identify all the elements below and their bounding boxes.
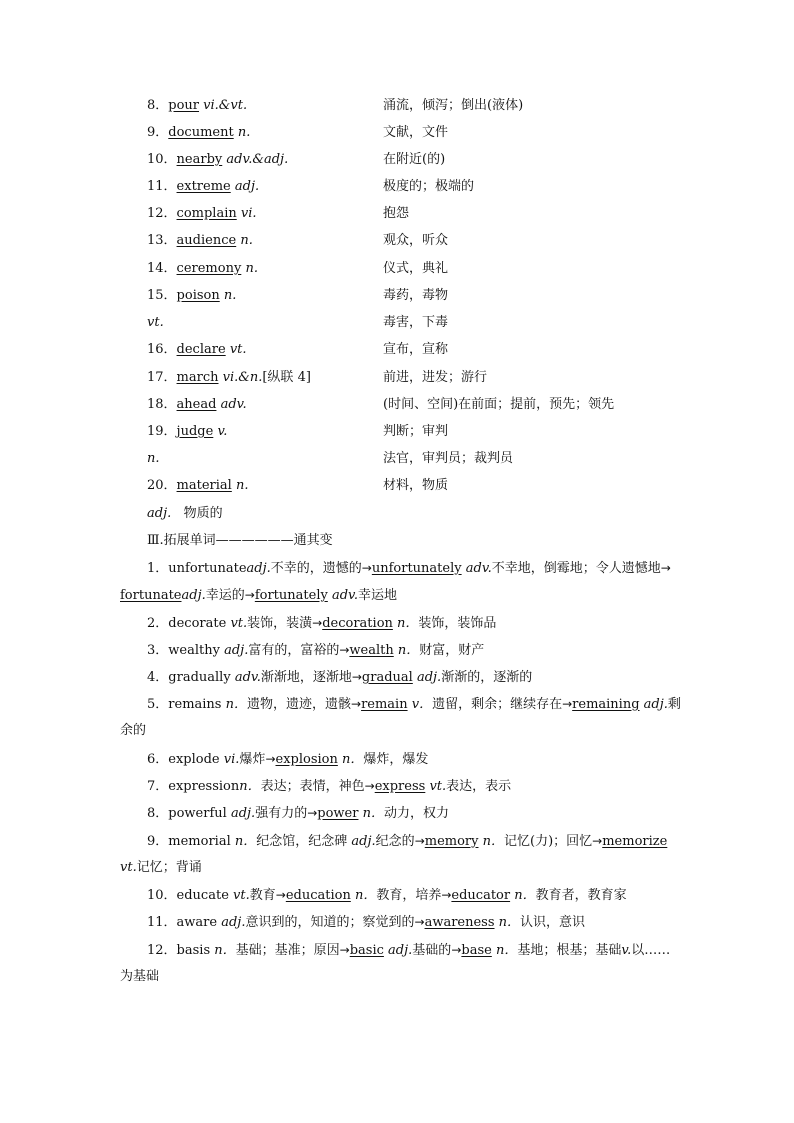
answer-word: express — [374, 779, 426, 794]
ext-item-8: 8．powerful adj.强有力的→power n．动力，权力 — [147, 806, 449, 821]
answer-word: fortunately — [254, 588, 328, 603]
vocab-term — [147, 449, 160, 469]
ext-item-2: 2．decorate vt.装饰，装潢→decoration n．装饰，装饰品 — [147, 616, 497, 631]
ext-item-3: 3．wealthy adj.富有的，富裕的→wealth n．财富，财产 — [147, 643, 485, 658]
pos-label: vi.&n. — [222, 370, 263, 385]
vocab-term — [147, 123, 250, 143]
pos-label: adj. — [234, 179, 260, 194]
answer-word: power — [317, 806, 359, 821]
ext-item-10: 10．educate vt.教育→education n．教育，培养→educator n．教育者，教育家 — [147, 888, 627, 903]
meaning: 物质的 — [183, 506, 223, 521]
vocab-term — [147, 395, 247, 415]
ext-item-5-cont: 余的 — [120, 723, 147, 738]
item-number: 17． — [147, 370, 177, 385]
arrow-icon: → — [339, 943, 350, 957]
item-number: 15． — [147, 288, 177, 303]
ext-item-9-cont: vt.记忆；背诵 — [120, 860, 202, 875]
answer-word: memorize — [602, 834, 668, 849]
answer-word: education — [285, 888, 351, 903]
item-number: 20． — [147, 478, 177, 493]
vocab-word: document — [168, 125, 234, 140]
vocab-meaning: 抱怨 — [383, 206, 410, 221]
item-number: 11． — [147, 179, 177, 194]
pos-label: adv.&adj. — [226, 152, 289, 167]
vocab-word: ceremony — [176, 261, 242, 276]
answer-word: remain — [361, 697, 408, 712]
pos-label: n. — [237, 125, 251, 140]
item-number: 12． — [147, 206, 177, 221]
material-adj-line — [147, 504, 223, 524]
item-number: 8． — [147, 98, 169, 113]
arrow-icon: → — [244, 588, 255, 602]
item-number: 14． — [147, 261, 177, 276]
vocab-term — [147, 286, 236, 306]
vocab-meaning: 极度的；极端的 — [383, 179, 475, 194]
vocab-word: ahead — [176, 397, 217, 412]
vocab-meaning: 仪式，典礼 — [383, 261, 449, 276]
arrow-icon: → — [414, 834, 425, 848]
arrow-icon: → — [307, 806, 318, 820]
vocab-meaning: 宣布，宣称 — [383, 342, 449, 357]
vocab-term — [147, 422, 227, 442]
arrow-icon: → — [441, 888, 452, 902]
item-number: 16． — [147, 342, 177, 357]
arrow-icon: → — [660, 561, 671, 575]
vocab-word: pour — [168, 98, 200, 113]
answer-word: awareness — [424, 915, 495, 930]
vocab-term — [147, 368, 311, 388]
answer-word: gradual — [361, 670, 413, 685]
arrow-icon: → — [351, 670, 362, 684]
pos-label: n. — [147, 451, 160, 466]
answer-word: memory — [424, 834, 479, 849]
item-number: 13． — [147, 233, 177, 248]
cross-reference: [纵联 4] — [262, 370, 311, 385]
pos-label: vi. — [240, 206, 257, 221]
pos-label: adv. — [220, 397, 247, 412]
vocab-meaning: 观众，听众 — [383, 233, 449, 248]
answer-word: basic — [349, 943, 384, 958]
answer-word: decoration — [322, 616, 393, 631]
ext-item-1-cont: fortunateadj.幸运的→fortunately adv.幸运地 — [120, 588, 397, 603]
ext-item-7: 7．expressionn．表达；表情，神色→express vt.表达，表示 — [147, 779, 512, 794]
answer-word: base — [461, 943, 492, 958]
ext-item-4: 4．gradually adv.渐渐地，逐渐地→gradual adj.渐渐的，逐渐的 — [147, 670, 533, 685]
vocab-word: nearby — [176, 152, 223, 167]
answer-word: remaining — [572, 697, 640, 712]
arrow-icon: → — [364, 779, 375, 793]
answer-word: wealth — [349, 643, 394, 658]
item-number: 9． — [147, 125, 169, 140]
vocab-meaning: 文献，文件 — [383, 125, 449, 140]
pos-label: n. — [223, 288, 237, 303]
answer-word: educator — [451, 888, 511, 903]
vocab-word: material — [176, 478, 232, 493]
arrow-icon: → — [312, 616, 323, 630]
vocab-word: judge — [176, 424, 214, 439]
vocab-word: march — [176, 370, 219, 385]
vocab-meaning: 前进，进发；游行 — [383, 370, 488, 385]
vocab-term — [147, 340, 247, 360]
arrow-icon: → — [275, 888, 286, 902]
vocab-meaning: 判断；审判 — [383, 424, 449, 439]
item-number: 18． — [147, 397, 177, 412]
pos-label: vi.&vt. — [203, 98, 248, 113]
vocab-term — [147, 476, 248, 496]
ext-item-5: 5．remains n．遗物，遗迹，遗骸→remain v．遗留，剩余；继续存在→remaining adj.剩 — [147, 697, 681, 712]
ext-item-1: 1．unfortunateadj.不幸的，遗憾的→unfortunately adv.不幸地，倒霉地；令人遗憾地→ — [147, 561, 671, 576]
arrow-icon: → — [451, 943, 462, 957]
arrow-icon: → — [592, 834, 603, 848]
vocab-word: declare — [176, 342, 226, 357]
section-title: Ⅲ.拓展单词——————通其变 — [147, 533, 333, 548]
vocab-term — [147, 204, 257, 224]
arrow-icon: → — [414, 915, 425, 929]
answer-word: unfortunately — [371, 561, 462, 576]
ext-item-6: 6．explode vi.爆炸→explosion n．爆炸，爆发 — [147, 752, 429, 767]
pos-label: v. — [217, 424, 228, 439]
ext-item-9: 9．memorial n．纪念馆，纪念碑 adj.纪念的→memory n．记忆(力)；回忆→memorize — [147, 834, 668, 849]
answer-word: fortunate — [120, 588, 182, 603]
pos-label: adj. — [147, 506, 172, 521]
item-number: 10． — [147, 152, 177, 167]
vocab-term — [147, 313, 164, 333]
vocab-meaning: (时间、空间)在前面；提前，预先；领先 — [383, 397, 615, 412]
vocab-term — [147, 177, 259, 197]
vocab-word: complain — [176, 206, 237, 221]
ext-item-11: 11．aware adj.意识到的，知道的；察觉到的→awareness n．认识，意识 — [147, 915, 586, 930]
ext-item-12: 12．basis n．基础；基准；原因→basic adj.基础的→base n．基地；根基；基础v.以…… — [147, 943, 671, 958]
vocab-meaning: 毒药，毒物 — [383, 288, 449, 303]
vocab-word: audience — [176, 233, 237, 248]
pos-label: n. — [235, 478, 249, 493]
vocab-term — [147, 150, 288, 170]
pos-label: vt. — [147, 315, 164, 330]
arrow-icon: → — [265, 752, 276, 766]
vocab-meaning: 在附近(的) — [383, 152, 446, 167]
arrow-icon: → — [562, 697, 573, 711]
pos-label: n. — [245, 261, 258, 276]
vocab-meaning: 材料，物质 — [383, 478, 449, 493]
vocab-meaning: 法官，审判员；裁判员 — [383, 451, 514, 466]
pos-label: vt. — [229, 342, 247, 357]
answer-word: explosion — [275, 752, 338, 767]
vocab-meaning: 涌流，倾泻；倒出(液体) — [383, 98, 524, 113]
vocab-term — [147, 259, 258, 279]
item-number: 19． — [147, 424, 177, 439]
vocab-word: poison — [176, 288, 220, 303]
arrow-icon: → — [339, 643, 350, 657]
ext-item-12-cont: 为基础 — [120, 969, 160, 984]
arrow-icon: → — [361, 561, 372, 575]
arrow-icon: → — [351, 697, 362, 711]
vocab-term — [147, 96, 247, 116]
pos-label: n. — [240, 233, 253, 248]
vocab-word: extreme — [176, 179, 231, 194]
vocab-term — [147, 231, 253, 251]
vocab-meaning: 毒害，下毒 — [383, 315, 449, 330]
